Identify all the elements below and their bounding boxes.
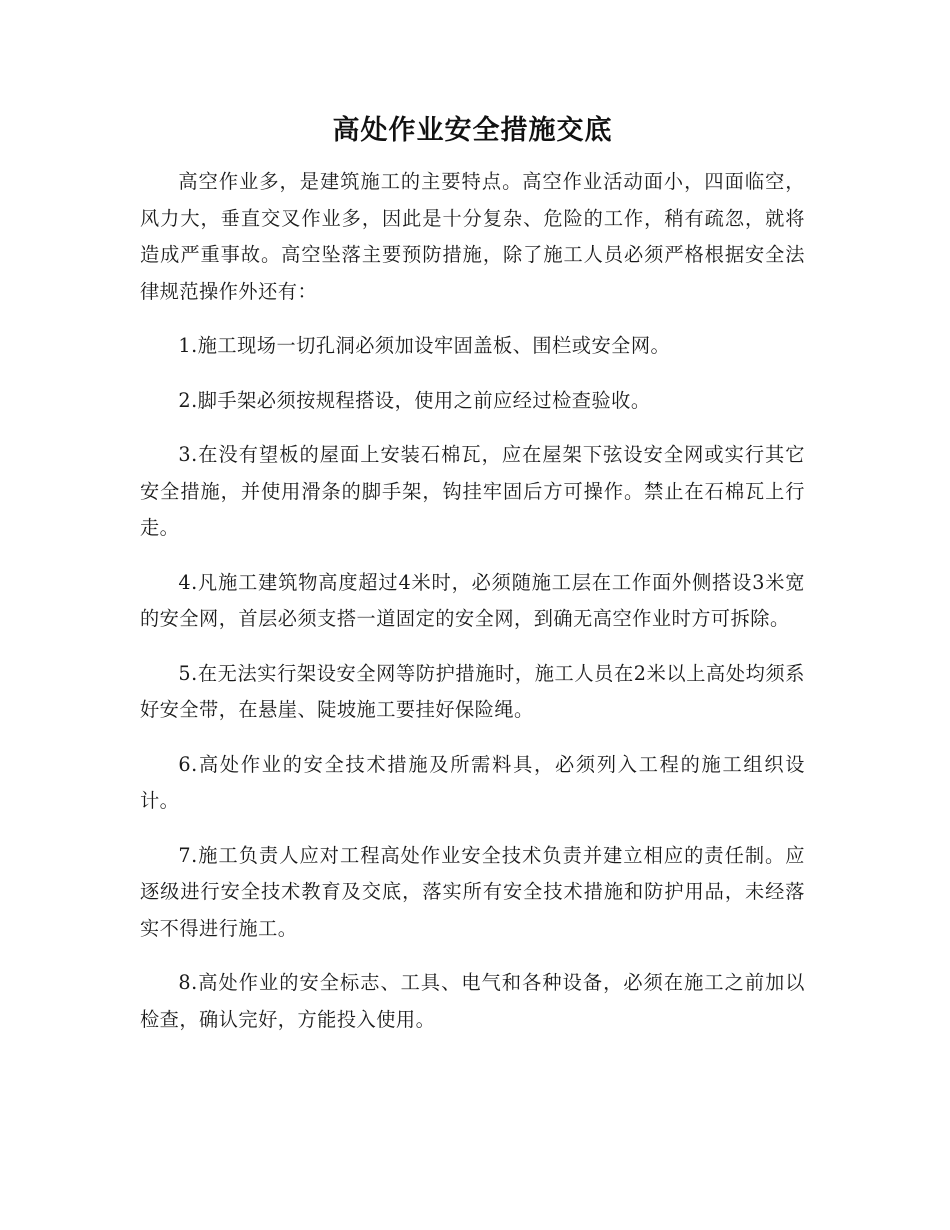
measure-item-1: 1.施工现场一切孔洞必须加设牢固盖板、围栏或安全网。 (178, 334, 671, 357)
measure-item-6: 6.高处作业的安全技术措施及所需料具，必须列入工程的施工组织设计。 (140, 752, 805, 812)
measure-item-5: 5.在无法实行架设安全网等防护措施时，施工人员在2米以上高处均须系好安全带，在悬崖、陡坡施工要挂好保险绳。 (140, 661, 805, 721)
intro-paragraph: 高空作业多，是建筑施工的主要特点。高空作业活动面小，四面临空，风力大，垂直交叉作业多，因此是十分复杂、危险的工作，稍有疏忽，就将造成严重事故。高空坠落主要预防措施，除了施工人员必须严格根据安全法律规范操作外还有： (140, 170, 805, 303)
measure-item-3: 3.在没有望板的屋面上安装石棉瓦，应在屋架下弦设安全网或实行其它安全措施，并使用滑条的脚手架，钩挂牢固后方可操作。禁止在石棉瓦上行走。 (140, 443, 805, 539)
measure-item-2: 2.脚手架必须按规程搭设，使用之前应经过检查验收。 (178, 388, 651, 412)
measure-item-4: 4.凡施工建筑物高度超过4米时，必须随施工层在工作面外侧搭设3米宽的安全网，首层必须支搭一道固定的安全网，到确无高空作业时方可拆除。 (140, 570, 805, 630)
measure-item-7: 7.施工负责人应对工程高处作业安全技术负责并建立相应的责任制。应逐级进行安全技术教育及交底，落实所有安全技术措施和防护用品，未经落实不得进行施工。 (140, 843, 805, 940)
document-title: 高处作业安全措施交底 (332, 115, 613, 146)
measure-item-8: 8.高处作业的安全标志、工具、电气和各种设备，必须在施工之前加以检查，确认完好，方能投入使用。 (140, 971, 805, 1031)
document-body (140, 108, 805, 1056)
